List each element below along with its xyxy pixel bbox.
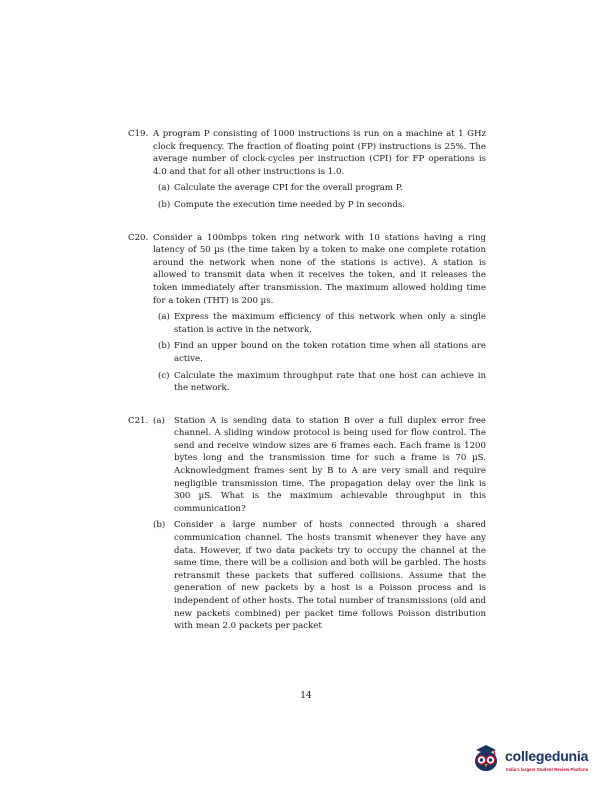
part-label: (c) (158, 370, 170, 381)
part-text: Consider a large number of hosts connected through a shared communication channel. The hosts transmit whenever they have any data. However, if two data packets try to occupy the channel at the same time, there will be a collision and both will be garbled. The hosts retransmit these packets that suffered collisions. Assume that the generation of new packets by a host is a Poisson process and is independent of other hosts. The total number of transmissions (old and new packets combined) per packet time follows Poisson distribution with mean 2.0 packets per packet (174, 520, 486, 632)
question-part (153, 311, 486, 336)
question-c21 (128, 415, 486, 633)
part-label: (a) (158, 312, 170, 323)
question-c20 (128, 232, 486, 395)
part-text: Compute the execution time needed by P in seconds. (174, 199, 405, 210)
question-part (153, 415, 486, 516)
part-text: Express the maximum efficiency of this network when only a single station is active in the network. (174, 312, 486, 335)
part-text: Calculate the average CPI for the overall program P. (174, 183, 403, 194)
owl-mascot-icon (470, 742, 502, 774)
question-part (153, 519, 486, 632)
brand-name: collegedunia (505, 748, 589, 764)
brand-logo (470, 742, 610, 786)
question-parts (153, 182, 486, 211)
part-text: Station A is sending data to station B over a full duplex error free channel. A sliding window protocol is being used for flow control. The send and receive window sizes are 6 frames each. Each frame is 1200 bytes long and the transmission time for such a frame is 70 µS. Acknowledgment frames sent by B to A are very small and require negligible transmission time. The propagation delay over the link is 300 µS. What is the maximum achievable throughput in this communication? (174, 415, 486, 514)
question-part (153, 370, 486, 395)
question-part (153, 199, 486, 212)
question-number: C20. (128, 232, 149, 243)
question-c19 (128, 128, 486, 212)
question-page (128, 128, 486, 653)
part-text: Calculate the maximum throughput rate that one host can achieve in the network. (174, 370, 486, 394)
part-label: (a) (158, 183, 170, 194)
question-part (153, 340, 486, 365)
question-text: A program P consisting of 1000 instructions is run on a machine at 1 GHz clock frequency. The fraction of floating point (FP) instructions is 25%. The average number of clock-cycles per instruction (CPI) for FP operations is 4.0 and that for all other instructions is 1.0. (153, 129, 486, 177)
question-part (153, 182, 486, 195)
page-number: 14 (300, 691, 312, 701)
part-label: (b) (158, 199, 171, 210)
part-label: (b) (158, 341, 171, 352)
brand-tagline: India's largest Student Review Platform (506, 767, 589, 772)
question-parts (153, 311, 486, 395)
part-label: (b) (153, 520, 166, 531)
question-number: C21. (128, 415, 149, 426)
question-text: Consider a 100mbps token ring network with 10 stations having a ring latency of 50 µs (the time taken by a token to make one complete rotation around the network when none of the stations is active). A station is allowed to transmit data when it receives the token, and it releases the token immediately after transmission. The maximum allowed holding time for a token (THT) is 200 µs. (153, 232, 486, 306)
part-label: (a) (153, 415, 165, 426)
question-number: C19. (128, 129, 149, 139)
part-text: Find an upper bound on the token rotation time when all stations are active. (174, 341, 486, 364)
